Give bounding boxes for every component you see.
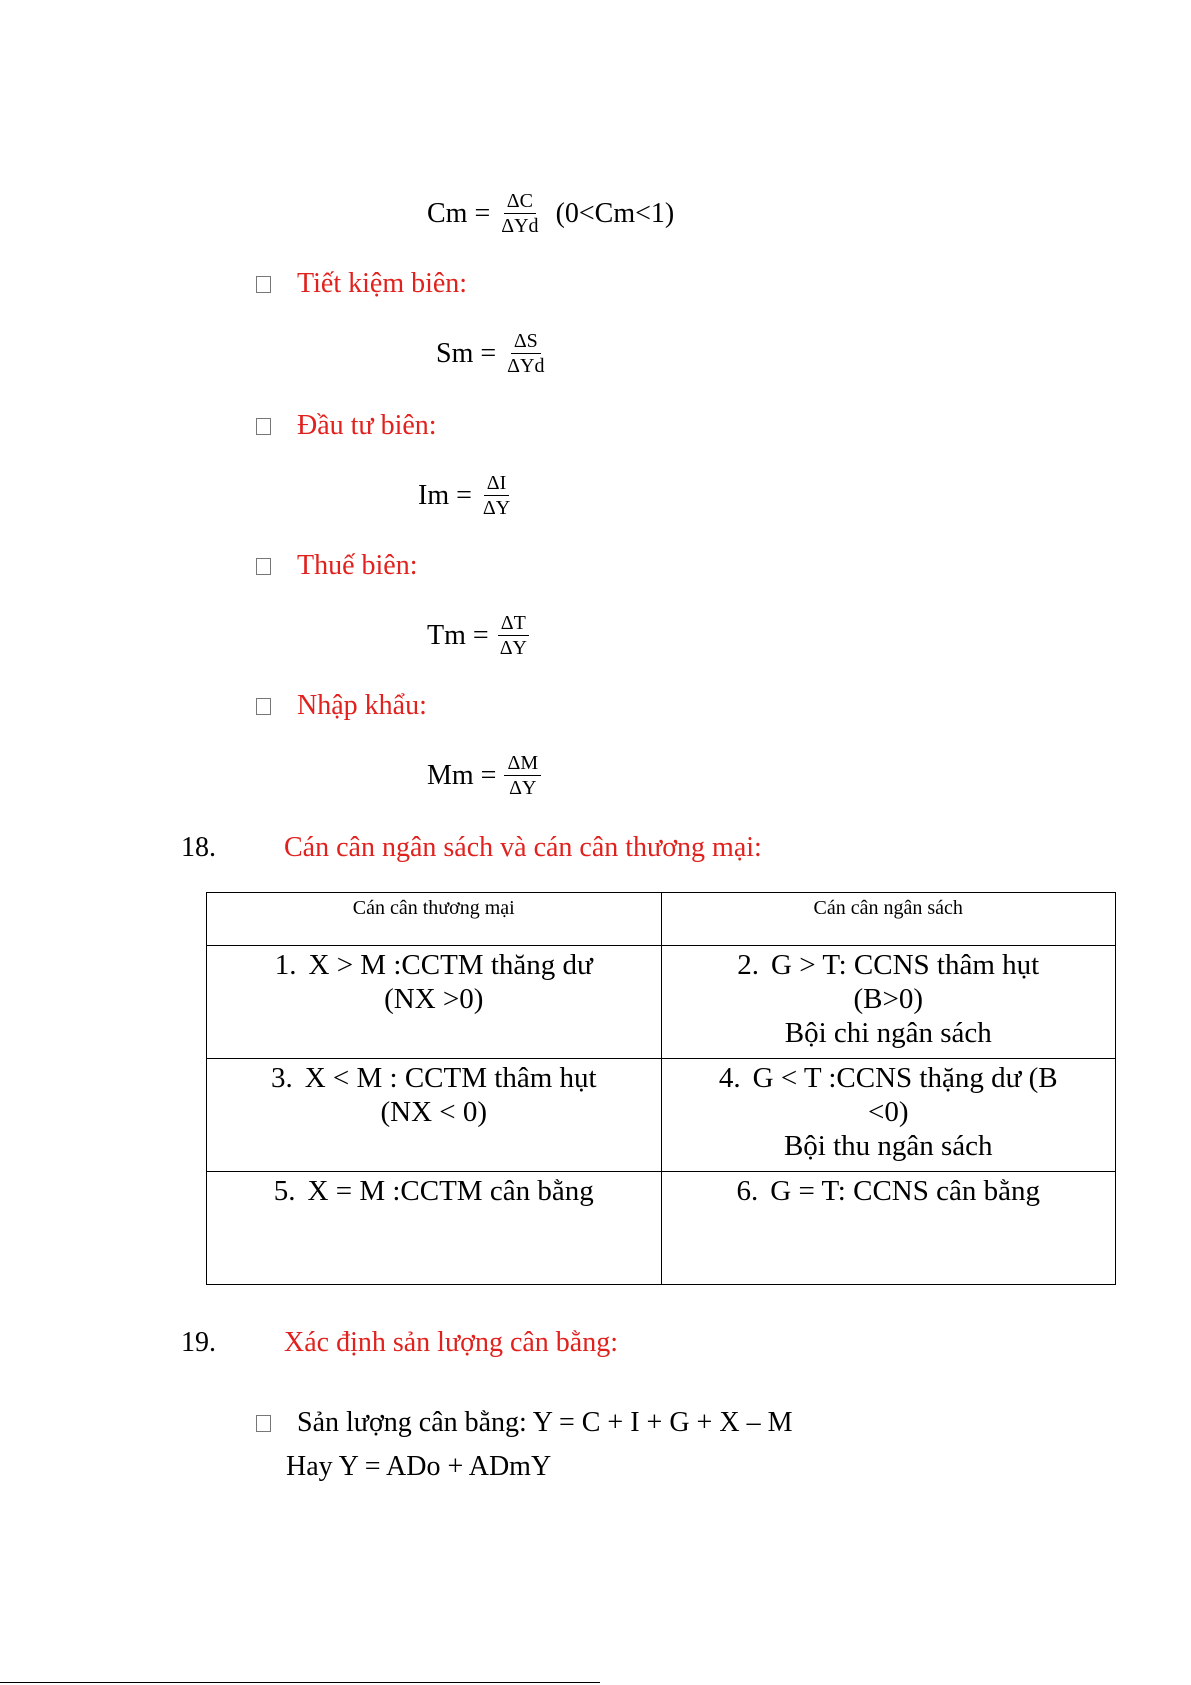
page-bottom-rule xyxy=(0,1682,600,1683)
bullet-thue xyxy=(256,550,418,582)
cell-line1: G < T :CCNS thặng dư (B xyxy=(752,1062,1058,1094)
cell-number: 6. xyxy=(736,1175,759,1207)
table-row xyxy=(207,946,1116,1059)
table-cell xyxy=(661,1059,1116,1172)
formula-sm-denominator: ΔYd xyxy=(507,355,545,377)
formula-sm-fraction xyxy=(504,330,547,377)
formula-cm-denominator: ΔYd xyxy=(501,215,539,237)
formula-cm xyxy=(427,190,674,237)
formula-tm xyxy=(427,612,536,659)
section-19-number: 19. xyxy=(181,1327,216,1358)
formula-sm-lhs: Sm = xyxy=(436,337,497,369)
cell-line2: (B>0) xyxy=(853,983,923,1015)
cell-number: 3. xyxy=(270,1062,293,1094)
table-cell xyxy=(207,1059,662,1172)
formula-sm-numerator: ΔS xyxy=(511,330,541,354)
cell-number: 4. xyxy=(718,1062,741,1094)
formula-sm xyxy=(436,330,553,377)
table-cell xyxy=(661,1172,1116,1285)
bullet-san-luong xyxy=(256,1407,792,1439)
bullet-tiet-kiem xyxy=(256,268,467,300)
cell-number: 5. xyxy=(273,1175,296,1207)
cell-line1: X < M : CCTM thâm hụt xyxy=(304,1062,597,1094)
formula-mm-numerator: ΔM xyxy=(504,752,541,776)
table-header-row xyxy=(207,893,1116,946)
cell-line1: X = M :CCTM cân bằng xyxy=(307,1175,594,1207)
cell-line3: Bội chi ngân sách xyxy=(784,1017,992,1049)
cell-number: 2. xyxy=(737,949,760,981)
table-cell xyxy=(207,946,662,1059)
bullet-nhap-khau-label: Nhập khẩu: xyxy=(297,690,427,721)
cell-line1: G = T: CCNS cân bằng xyxy=(770,1175,1040,1207)
checkbox-icon xyxy=(256,558,271,575)
checkbox-icon xyxy=(256,276,271,293)
formula-cm-fraction xyxy=(498,190,541,237)
bullet-san-luong-text: Sản lượng cân bằng: Y = C + I + G + X – M xyxy=(297,1407,793,1438)
cell-line2: (NX >0) xyxy=(384,983,484,1015)
checkbox-icon xyxy=(256,1415,271,1432)
table-header-budget-balance: Cán cân ngân sách xyxy=(661,893,1116,946)
cell-line3: Bội thu ngân sách xyxy=(783,1130,993,1162)
formula-im xyxy=(418,472,519,519)
bullet-thue-label: Thuế biên: xyxy=(297,550,418,581)
section-18-title: Cán cân ngân sách và cán cân thương mại: xyxy=(284,832,762,863)
bullet-tiet-kiem-label: Tiết kiệm biên: xyxy=(297,268,468,299)
formula-im-numerator: ΔI xyxy=(484,472,510,496)
formula-tm-fraction xyxy=(497,612,530,659)
formula-im-lhs: Im = xyxy=(418,479,472,511)
formula-mm-denominator: ΔY xyxy=(509,777,537,799)
table-cell xyxy=(207,1172,662,1285)
bullet-dau-tu xyxy=(256,410,437,442)
section-19-formula-line: Hay Y = ADo + ADmY xyxy=(286,1451,552,1482)
section-19-title: Xác định sản lượng cân bằng: xyxy=(284,1327,619,1358)
formula-tm-numerator: ΔT xyxy=(498,612,529,636)
formula-tm-denominator: ΔY xyxy=(499,637,527,659)
table-row xyxy=(207,1172,1116,1285)
cell-line2: (NX < 0) xyxy=(380,1096,488,1128)
formula-tm-lhs: Tm = xyxy=(427,619,489,651)
formula-cm-condition: (0<Cm<1) xyxy=(555,197,675,229)
cell-number: 1. xyxy=(274,949,297,981)
formula-mm xyxy=(427,752,547,799)
cell-line1: X > M :CCTM thăng dư xyxy=(308,949,593,981)
formula-cm-numerator: ΔC xyxy=(504,190,536,214)
formula-cm-lhs: Cm = xyxy=(427,197,491,229)
checkbox-icon xyxy=(256,698,271,715)
cell-line2: <0) xyxy=(867,1096,909,1128)
bullet-dau-tu-label: Đầu tư biên: xyxy=(297,410,437,441)
cell-line1: G > T: CCNS thâm hụt xyxy=(771,949,1040,981)
table-cell xyxy=(661,946,1116,1059)
table-header-trade-balance: Cán cân thương mại xyxy=(207,893,662,946)
checkbox-icon xyxy=(256,418,271,435)
formula-mm-lhs: Mm = xyxy=(427,759,497,791)
section-18-number: 18. xyxy=(181,832,216,863)
bullet-nhap-khau xyxy=(256,690,427,722)
formula-im-fraction xyxy=(480,472,513,519)
balance-comparison-table xyxy=(206,892,1116,1285)
formula-mm-fraction xyxy=(504,752,541,799)
formula-im-denominator: ΔY xyxy=(482,497,511,519)
table-row xyxy=(207,1059,1116,1172)
